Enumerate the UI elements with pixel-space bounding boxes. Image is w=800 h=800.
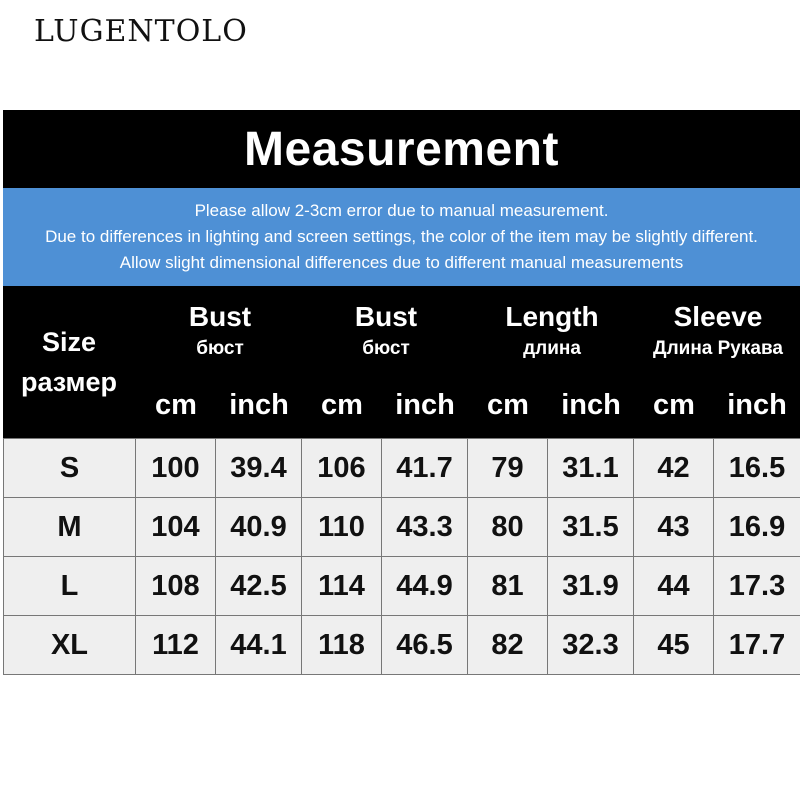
value-cell: 41.7 (382, 439, 468, 498)
table-row (4, 498, 800, 557)
value-cell: 16.9 (714, 498, 800, 557)
unit-header: inch (561, 389, 621, 421)
size-header-en: Size (41, 327, 97, 357)
size-table (3, 438, 800, 675)
table-header (3, 286, 800, 438)
value-cell: 31.1 (548, 439, 634, 498)
size-header-ru: размер (20, 367, 118, 397)
value-cell: 45 (634, 616, 714, 675)
unit-header: inch (395, 389, 455, 421)
group-header-en: Bust (188, 301, 252, 332)
notice-line: Please allow 2-3cm error due to manual measurement. (194, 201, 609, 220)
table-row (4, 439, 800, 498)
value-cell: 118 (302, 616, 382, 675)
value-cell: 17.7 (714, 616, 800, 675)
value-cell: 43 (634, 498, 714, 557)
group-header (303, 300, 469, 364)
value-cell: 42.5 (216, 557, 302, 616)
notice-box (3, 188, 800, 286)
value-cell: 17.3 (714, 557, 800, 616)
value-cell: 46.5 (382, 616, 468, 675)
group-header (635, 300, 800, 364)
size-column-header (3, 286, 135, 438)
unit-header: cm (653, 389, 695, 421)
table-row (4, 616, 800, 675)
value-cell: 110 (302, 498, 382, 557)
group-header-ru: длина (523, 338, 581, 359)
value-cell: 31.5 (548, 498, 634, 557)
value-cell: 79 (468, 439, 548, 498)
value-cell: 82 (468, 616, 548, 675)
group-header (469, 300, 635, 364)
table-row (4, 557, 800, 616)
size-cell: M (4, 498, 136, 557)
value-cell: 44.9 (382, 557, 468, 616)
unit-header: inch (229, 389, 289, 421)
group-header-en: Length (505, 301, 599, 332)
value-cell: 104 (136, 498, 216, 557)
group-header-ru: бюст (196, 338, 244, 359)
value-cell: 32.3 (548, 616, 634, 675)
group-header-ru: бюст (362, 338, 410, 359)
unit-header: cm (321, 389, 363, 421)
value-cell: 43.3 (382, 498, 468, 557)
value-cell: 44.1 (216, 616, 302, 675)
size-cell: S (4, 439, 136, 498)
unit-header: inch (727, 389, 787, 421)
group-header (137, 300, 303, 364)
value-cell: 44 (634, 557, 714, 616)
group-header-en: Sleeve (673, 301, 763, 332)
unit-header: cm (155, 389, 197, 421)
value-cell: 40.9 (216, 498, 302, 557)
value-cell: 106 (302, 439, 382, 498)
value-cell: 16.5 (714, 439, 800, 498)
value-cell: 42 (634, 439, 714, 498)
group-header-en: Bust (354, 301, 418, 332)
unit-header: cm (487, 389, 529, 421)
value-cell: 100 (136, 439, 216, 498)
notice-line: Allow slight dimensional differences due to different manual measurements (119, 253, 684, 272)
notice-line: Due to differences in lighting and screen settings, the color of the item may be slightly different. (45, 227, 758, 246)
group-header-ru: Длина Рукава (653, 338, 783, 359)
value-cell: 31.9 (548, 557, 634, 616)
chart-title: Measurement (3, 110, 800, 188)
brand-logo: LUGENTOLO (34, 14, 248, 49)
value-cell: 112 (136, 616, 216, 675)
value-cell: 108 (136, 557, 216, 616)
value-cell: 39.4 (216, 439, 302, 498)
size-cell: L (4, 557, 136, 616)
value-cell: 114 (302, 557, 382, 616)
size-cell: XL (4, 616, 136, 675)
value-cell: 81 (468, 557, 548, 616)
measurement-chart (3, 110, 800, 675)
value-cell: 80 (468, 498, 548, 557)
